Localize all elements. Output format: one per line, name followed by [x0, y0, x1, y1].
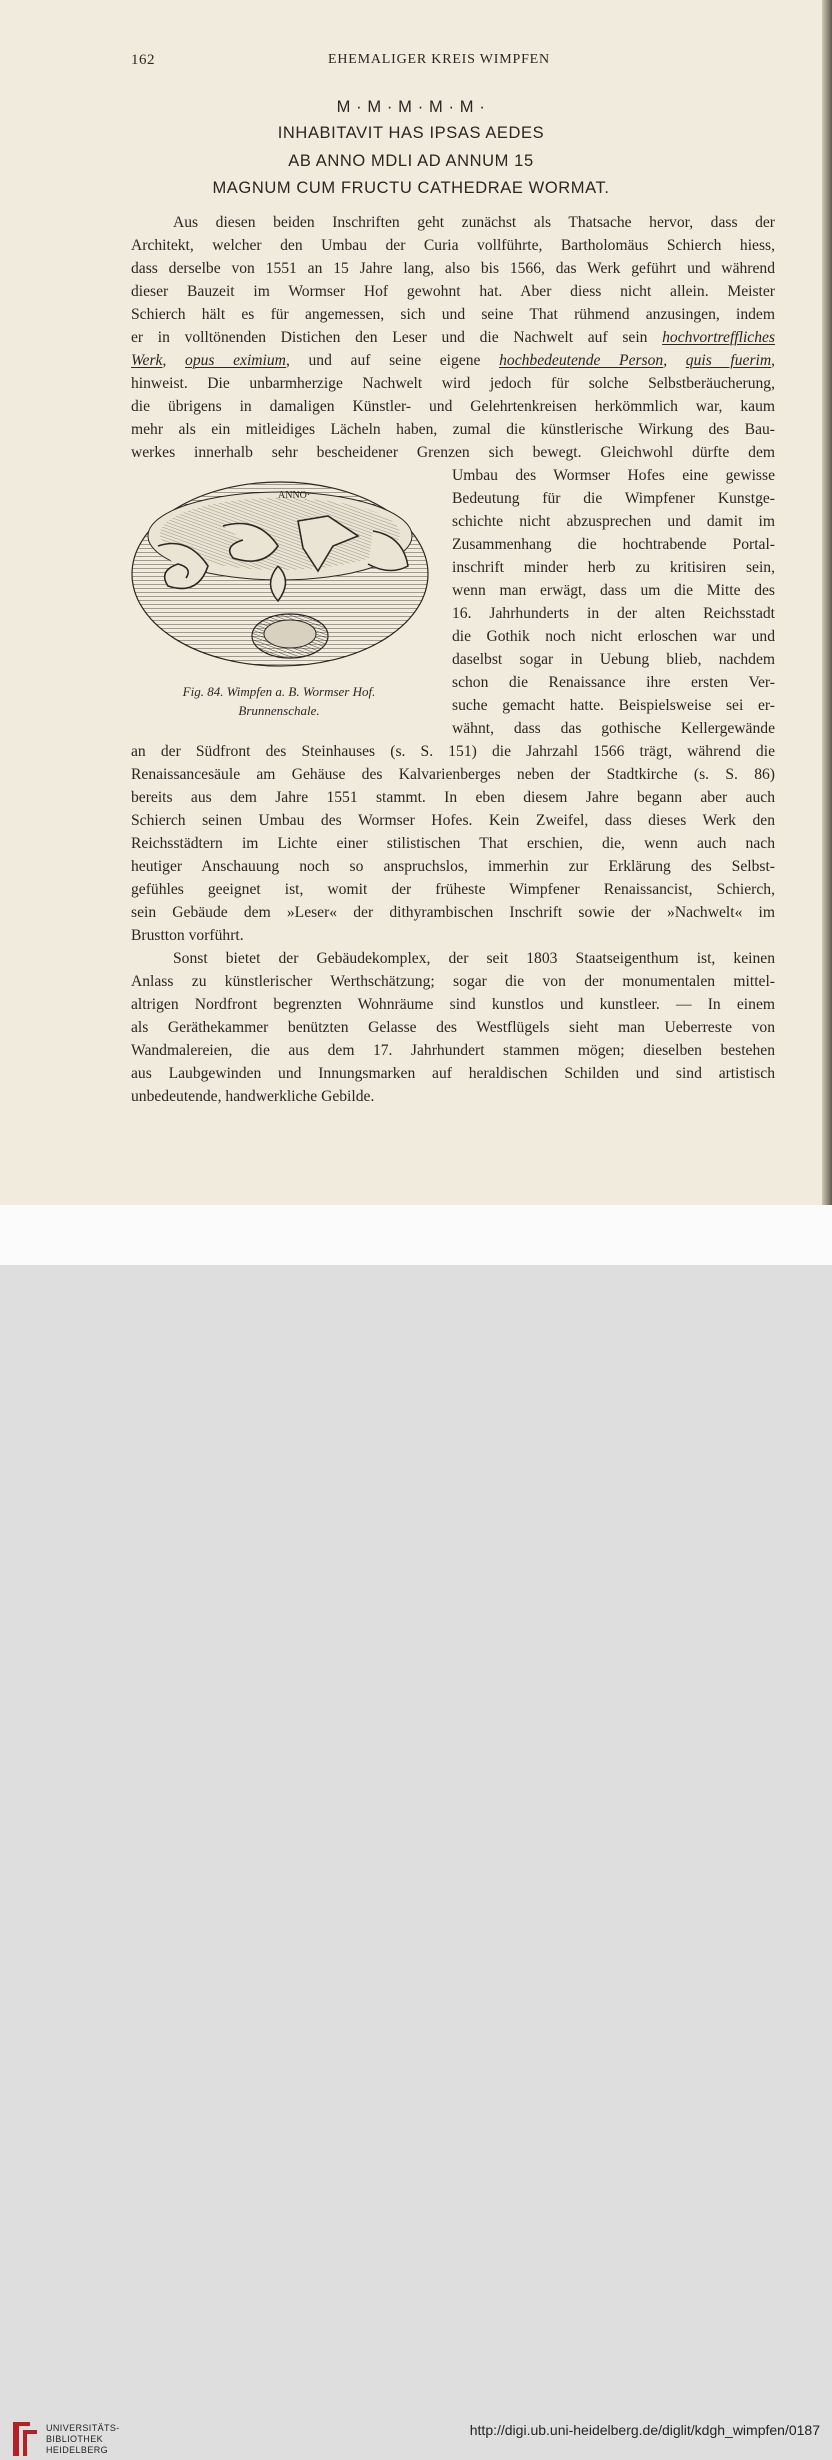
text-line: dass derselbe von 1551 an 15 Jahre lang, also bis 1566, das Werk geführt und während [131, 260, 775, 277]
text-line: Architekt, welcher den Umbau der Curia vollführte, Bartholomäus Schierch hiess, [131, 237, 775, 254]
text-line: inschrift minder herb zu kritisiren sein, [452, 559, 775, 576]
text-line: Zusammenhang die hochtrabende Portal- [452, 536, 775, 553]
emphasis-hochbedeutende-person: hochbedeutende Person [499, 352, 664, 369]
text-line: schichte nicht abzusprechen und damit im [452, 513, 775, 530]
text-line: heutiger Anschauung noch so anspruchslos, immerhin zur Erklärung des Selbst- [131, 858, 775, 875]
figure-caption [131, 682, 427, 720]
page-number: 162 [131, 52, 155, 68]
text-line: Renaissancesäule am Gehäuse des Kalvarienberges neben der Stadtkirche (s. S. 86) [131, 766, 775, 783]
text-run: er in volltönenden Distichen den Leser und die Nachwelt auf sein [131, 329, 663, 346]
text-run: , [663, 352, 686, 369]
book-page [0, 0, 822, 1205]
text-line: sein Gebäude dem »Leser« der dithyrambischen Inschrift sowie der »Nachwelt« im [131, 904, 775, 921]
text-line: 16. Jahrhunderts in der alten Reichsstadt [452, 605, 775, 622]
text-run: , [162, 352, 186, 369]
text-run: , und auf seine eigene [285, 352, 500, 369]
emphasis-opus-eximium: opus eximium [185, 352, 286, 369]
inscription-line: INHABITAVIT HAS IPSAS AEDES [277, 124, 545, 142]
text-line: Umbau des Wormser Hofes eine gewisse [452, 467, 775, 484]
text-line: gefühles geeignet ist, womit der früheste Wimpfener Renaissancist, Schierch, [131, 881, 775, 898]
text-line [131, 327, 775, 349]
text-line: altrigen Nordfront begrenzten Wohnräume sind kunstlos und kunstleer. — In einem [131, 996, 775, 1013]
text-line: die Gothik noch nicht erloschen war und [452, 628, 775, 645]
text-line: suche gemacht hatte. Beispielsweise sei er- [452, 697, 775, 714]
emphasis-hochvortreffliches: hochvortreffliches [662, 329, 775, 346]
text-run: , [771, 352, 776, 369]
text-line: Reichsstädtern im Lichte einer stilistischen That erschien, die, wenn auch nach [131, 835, 775, 852]
text-line: Wandmalereien, die aus dem 17. Jahrhundert stammen mögen; dieselben bestehen [131, 1042, 775, 1059]
inscription-line: MAGNUM CUM FRUCTU CATHEDRAE WORMAT. [212, 179, 610, 197]
inscription-line: AB ANNO MDLI AD ANNUM 15 [288, 152, 534, 170]
text-line: Anlass zu künstlerischer Werthschätzung; sogar die von der monumentalen mittel- [131, 973, 775, 990]
caption-line: Fig. 84. Wimpfen a. B. Wormser Hof. [182, 684, 376, 699]
text-line: Sonst bietet der Gebäudekomplex, der seit 1803 Staatseigenthum ist, keinen [173, 950, 775, 967]
text-line: Brustton vorführt. [131, 927, 244, 944]
inscription-line: M · M · M · M · M · [336, 98, 486, 116]
viewer-footer [0, 1205, 832, 2455]
text-line [131, 350, 775, 372]
text-line: wenn man erwägt, dass um die Mitte des [452, 582, 775, 599]
logo-text-line: HEIDELBERG [46, 2445, 109, 2455]
text-line: Schierch seinen Umbau des Wormser Hofes. Kein Zweifel, dass dieses Werk den [131, 812, 775, 829]
rim-inscription: ANNO· [278, 490, 311, 501]
emphasis-werk: Werk [131, 352, 163, 369]
text-line: hinweist. Die unbarmherzige Nachwelt wird jedoch für solche Selbstberäucherung, [131, 375, 775, 392]
university-logo-icon [10, 2418, 40, 2460]
text-line: unbedeutende, handwerkliche Gebilde. [131, 1088, 375, 1105]
text-line: werkes innerhalb sehr bescheidener Grenzen sich bewegt. Gleichwohl dürfte dem [131, 444, 775, 461]
text-line: daselbst sogar in Uebung blieb, nachdem [452, 651, 775, 668]
text-line: Bedeutung für die Wimpfener Kunstge- [452, 490, 775, 507]
text-line: als Geräthekammer benützten Gelasse des Westflügels sieht man Ueberreste von [131, 1019, 775, 1036]
text-line: mehr als ein mitleidiges Lächeln haben, zumal die künstlerische Wirkung des Bau- [131, 421, 775, 438]
text-line: schon die Renaissance ihre ersten Ver- [452, 674, 775, 691]
basin-illustration [128, 476, 432, 676]
caption-line: Brunnenschale. [238, 703, 320, 718]
logo-text-line: UNIVERSITÄTS- [46, 2423, 120, 2433]
emphasis-quis-fuerim: quis fuerim [685, 352, 772, 369]
text-line: Aus diesen beiden Inschriften geht zunächst als Thatsache hervor, dass der [173, 214, 775, 231]
text-line: aus Laubgewinden und Innungsmarken auf heraldischen Schilden und sind artistisch [131, 1065, 775, 1082]
book-page-edge [822, 0, 832, 1205]
text-line: an der Südfront des Steinhauses (s. S. 151) die Jahrzahl 1566 trägt, während die [131, 743, 775, 760]
text-line: wähnt, dass das gothische Kellergewände [452, 720, 775, 737]
text-line: dieser Bauzeit im Wormser Hof gewohnt hat. Aber diess nicht allein. Meister [131, 283, 775, 300]
text-line: bereits aus dem Jahre 1551 stammt. In eben diesem Jahre begann aber auch [131, 789, 775, 806]
logo-text-line: BIBLIOTHEK [46, 2434, 104, 2444]
permalink-url[interactable]: http://digi.ub.uni-heidelberg.de/diglit/kdgh_wimpfen/0187 [469, 2422, 820, 2438]
text-line: die übrigens in damaligen Künstler- und Gelehrtenkreisen herkömmlich war, kaum [131, 398, 775, 415]
running-title: EHEMALIGER KREIS WIMPFEN [328, 52, 550, 67]
text-line: Schierch hält es für angemessen, sich und seine That rühmend anzusingen, indem [131, 306, 775, 323]
